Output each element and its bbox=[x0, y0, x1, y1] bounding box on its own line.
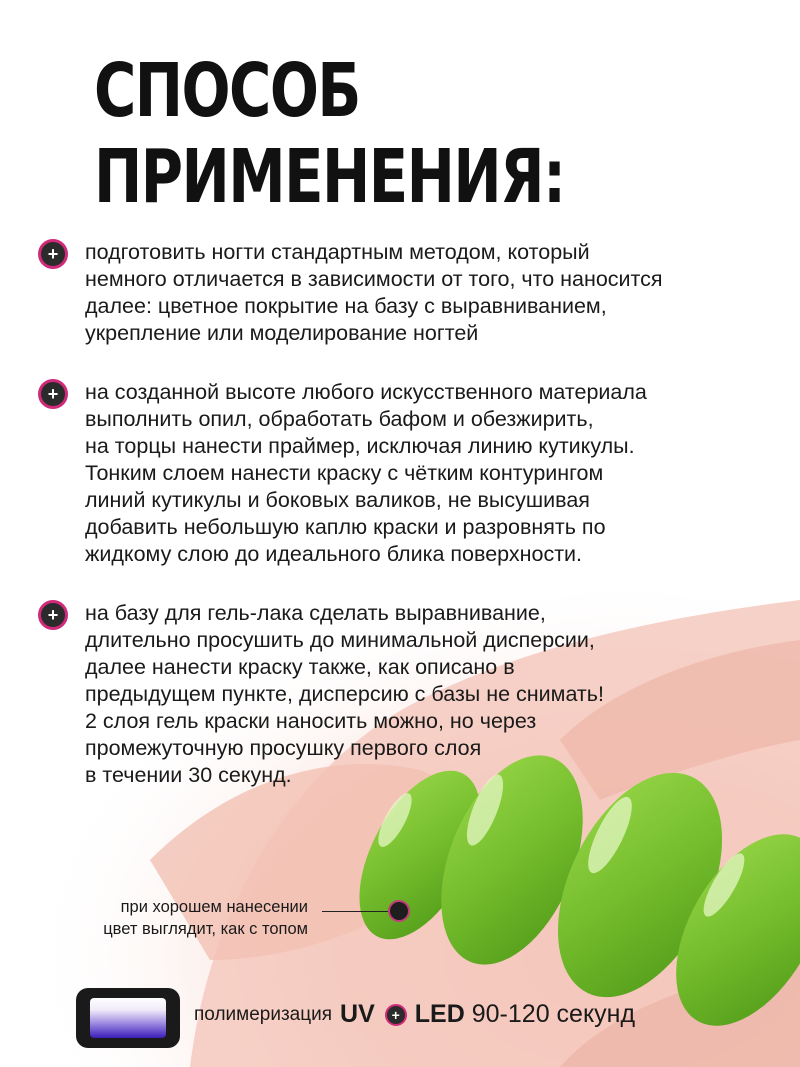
note-leader-line bbox=[322, 911, 398, 912]
title-line-1: СПОСОБ bbox=[94, 48, 360, 134]
note-pointer-dot bbox=[388, 900, 410, 922]
title-line-2: ПРИМЕНЕНИЯ: bbox=[94, 134, 565, 220]
plus-icon: + bbox=[38, 379, 68, 409]
curing-time: 90-120 секунд bbox=[471, 1000, 636, 1028]
plus-icon: + bbox=[38, 600, 68, 630]
step-2 bbox=[38, 379, 785, 568]
step-3-text: на базу для гель-лака сделать выравнивание, длительно просушить до минимальной дисперсии, далее нанести краску также, как описано в предыдущем пункте, дисперсию с базы не снимать! 2 слоя гель краски наносить можно, но через промежуточную просушку первого слоя в течении 30 секунд. bbox=[85, 601, 604, 787]
curing-info bbox=[194, 1000, 635, 1029]
finish-note: при хорошем нанесении цвет выглядит, как с топом bbox=[103, 898, 308, 938]
uv-lamp-icon bbox=[76, 988, 180, 1048]
curing-uv: UV bbox=[340, 1000, 375, 1028]
plus-icon: + bbox=[385, 1004, 407, 1026]
step-1 bbox=[38, 239, 785, 347]
lamp-light-window bbox=[90, 998, 166, 1038]
plus-icon: + bbox=[38, 239, 68, 269]
page-title bbox=[94, 48, 565, 220]
step-1-text: подготовить ногти стандартным методом, который немного отличается в зависимости от того, что наносится далее: цветное покрытие на базу с выравниванием, укрепление или моделирование ногтей bbox=[85, 240, 663, 345]
step-3 bbox=[38, 600, 785, 789]
curing-label: полимеризация bbox=[194, 1003, 333, 1025]
curing-led: LED bbox=[414, 1000, 465, 1028]
step-2-text: на созданной высоте любого искусственного материала выполнить опил, обработать бафом и обезжирить, на торцы нанести праймер, исключая линию кутикулы. Тонким слоем нанести краску с чётким контурингом линий кутикулы и боковых валиков, не высушивая добавить небольшую каплю краски и разровнять по жидкому слою до идеального блика поверхности. bbox=[85, 380, 647, 566]
